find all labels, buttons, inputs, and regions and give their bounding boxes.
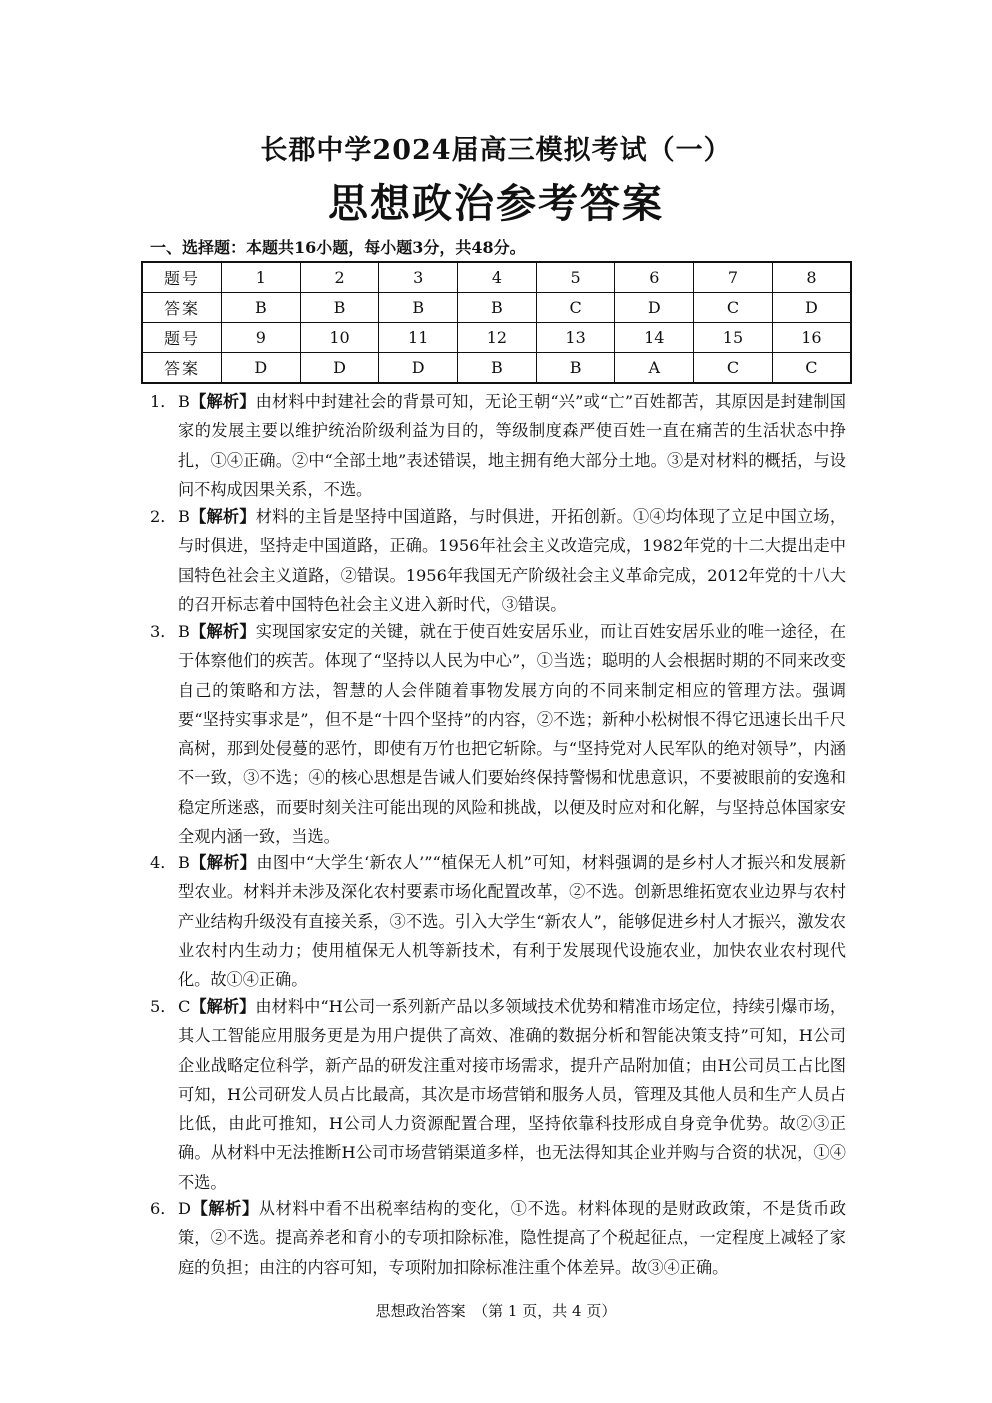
- answer-table: [141, 261, 852, 384]
- page-footer: 思想政治答案 （第 1 页，共 4 页）: [375, 1302, 617, 1320]
- table-row-answers: [142, 293, 851, 323]
- row-label-answer: 答案: [142, 293, 222, 323]
- analysis-tag: 【解析】: [189, 622, 256, 641]
- analysis-tag: 【解析】: [190, 1199, 259, 1218]
- answer-cell: A: [615, 353, 694, 384]
- question-explanation-2: [150, 502, 846, 619]
- document-title: 思想政治参考答案: [328, 181, 664, 227]
- answer-cell: B: [458, 293, 537, 323]
- question-explanation-3: [150, 617, 846, 851]
- analysis-tag: 【解析】: [189, 507, 256, 526]
- question-explanation-6: [150, 1194, 846, 1282]
- question-analysis-text: 实现国家安定的关键，就在于使百姓安居乐业，而让百姓安居乐业的唯一途径，在于体察他们的疾苦。体现了“坚持以人民为中心”，①当选；聪明的人会根据时期的不同来改变自己的策略和方法，智慧的人会伴随着事物发展方向的不同来制定相应的管理方法。强调要“坚持实事求是”，但不是“十四个坚持”的内容，②不选；新种小松树恨不得它迅速长出千尺高树，那到处侵蔓的恶竹，即使有万竹也把它斩除。与“坚持党对人民军队的绝对领导”，内涵不一致，③不选；④的核心思想是告诫人们要始终保持警惕和忧患意识，不要被眼前的安逸和稳定所迷惑，而要时刻关注可能出现的风险和挑战，以便及时应对和化解，与坚持总体国家安全观内涵一致，当选。: [178, 622, 847, 847]
- question-number-cell: 12: [458, 323, 537, 353]
- question-answer: B: [178, 392, 190, 411]
- question-number-cell: 13: [536, 323, 615, 353]
- question-number-cell: 5: [536, 262, 615, 293]
- question-answer: B: [178, 853, 190, 872]
- question-number-cell: 9: [222, 323, 301, 353]
- analysis-tag: 【解析】: [189, 853, 257, 872]
- answer-cell: D: [772, 293, 851, 323]
- question-number-cell: 10: [300, 323, 379, 353]
- answer-cell: C: [536, 293, 615, 323]
- answer-cell: D: [300, 353, 379, 384]
- question-number-cell: 16: [772, 323, 851, 353]
- question-number-cell: 2: [300, 262, 379, 293]
- question-number: 4．: [150, 853, 177, 872]
- answer-cell: C: [694, 353, 773, 384]
- question-analysis-text: 由图中“大学生‘新农人’”“植保无人机”可知，材料强调的是乡村人才振兴和发展新型农业。材料并未涉及深化农村要素市场化配置改革，②不选。创新思维拓宽农业边界与农村产业结构升级没有直接关系，③不选。引入大学生“新农人”，能够促进乡村人才振兴，激发农业农村内生动力；使用植保无人机等新技术，有利于发展现代设施农业，加快农业农村现代化。故①④正确。: [178, 853, 846, 990]
- table-row-answers: [142, 353, 851, 384]
- question-explanation-1: [150, 387, 846, 504]
- question-explanation-5: [150, 992, 846, 1197]
- question-number: 1．: [150, 392, 177, 411]
- table-row-questions: [142, 323, 851, 353]
- question-number-cell: 4: [458, 262, 537, 293]
- answer-cell: B: [536, 353, 615, 384]
- question-answer: D: [178, 1199, 191, 1218]
- question-number-cell: 6: [615, 262, 694, 293]
- question-number: 5．: [150, 997, 177, 1016]
- question-answer: C: [178, 997, 191, 1016]
- question-number-cell: 14: [615, 323, 694, 353]
- question-explanation-4: [150, 848, 846, 994]
- answer-cell: C: [694, 293, 773, 323]
- question-number-cell: 15: [694, 323, 773, 353]
- question-number-cell: 3: [379, 262, 458, 293]
- question-answer: B: [178, 507, 190, 526]
- answer-cell: B: [300, 293, 379, 323]
- question-analysis-text: 由材料中封建社会的背景可知，无论王朝“兴”或“亡”百姓都苦，其原因是封建制国家的发展主要以维护统治阶级利益为目的，等级制度森严使百姓一直在痛苦的生活状态中挣扎，①④正确。②中“全部土地”表述错误，地主拥有绝大部分土地。③是对材料的概括，与设问不构成因果关系，不选。: [178, 392, 846, 499]
- answer-cell: B: [379, 293, 458, 323]
- answer-cell: B: [458, 353, 537, 384]
- analysis-tag: 【解析】: [189, 392, 256, 411]
- question-analysis-text: 材料的主旨是坚持中国道路，与时俱进，开拓创新。①④均体现了立足中国立场，与时俱进，坚持走中国道路，正确。1956年社会主义改造完成，1982年党的十二大提出走中国特色社会主义道路，②错误。1956年我国无产阶级社会主义革命完成，2012年党的十八大的召开标志着中国特色社会主义进入新时代，③错误。: [178, 507, 847, 614]
- question-number: 6．: [150, 1199, 177, 1218]
- section-heading: 一、选择题：本题共16小题，每小题3分，共48分。: [150, 238, 526, 257]
- answer-cell: C: [772, 353, 851, 384]
- question-analysis-text: 从材料中看不出税率结构的变化，①不选。材料体现的是财政政策，不是货币政策，②不选。提高养老和育小的专项扣除标准，隐性提高了个税起征点，一定程度上减轻了家庭的负担；由注的内容可知，专项附加扣除标准注重个体差异。故③④正确。: [178, 1199, 847, 1277]
- answer-cell: D: [615, 293, 694, 323]
- analysis-tag: 【解析】: [190, 997, 256, 1016]
- table-row-questions: [142, 262, 851, 293]
- question-number-cell: 1: [222, 262, 301, 293]
- question-answer: B: [178, 622, 190, 641]
- answer-cell: D: [222, 353, 301, 384]
- question-number: 3．: [150, 622, 177, 641]
- row-label-answer: 答案: [142, 353, 222, 384]
- question-number-cell: 7: [694, 262, 773, 293]
- question-number: 2．: [150, 507, 177, 526]
- answer-cell: D: [379, 353, 458, 384]
- row-label-question: 题号: [142, 323, 222, 353]
- question-analysis-text: 由材料中“H公司一系列新产品以多领域技术优势和精准市场定位，持续引爆市场，其人工智能应用服务更是为用户提供了高效、准确的数据分析和智能决策支持”可知，H公司企业战略定位科学，新产品的研发注重对接市场需求，提升产品附加值；由H公司员工占比图可知，H公司研发人员占比最高，其次是市场营销和服务人员，管理及其他人员和生产人员占比低，由此可推知，H公司人力资源配置合理，坚持依靠科技形成自身竞争优势。故②③正确。从材料中无法推断H公司市场营销渠道多样，也无法得知其企业并购与合资的状况，①④不选。: [178, 997, 847, 1192]
- exam-title: 长郡中学2024届高三模拟考试（一）: [260, 135, 732, 166]
- question-number-cell: 8: [772, 262, 851, 293]
- question-number-cell: 11: [379, 323, 458, 353]
- row-label-question: 题号: [142, 262, 222, 293]
- answer-cell: B: [222, 293, 301, 323]
